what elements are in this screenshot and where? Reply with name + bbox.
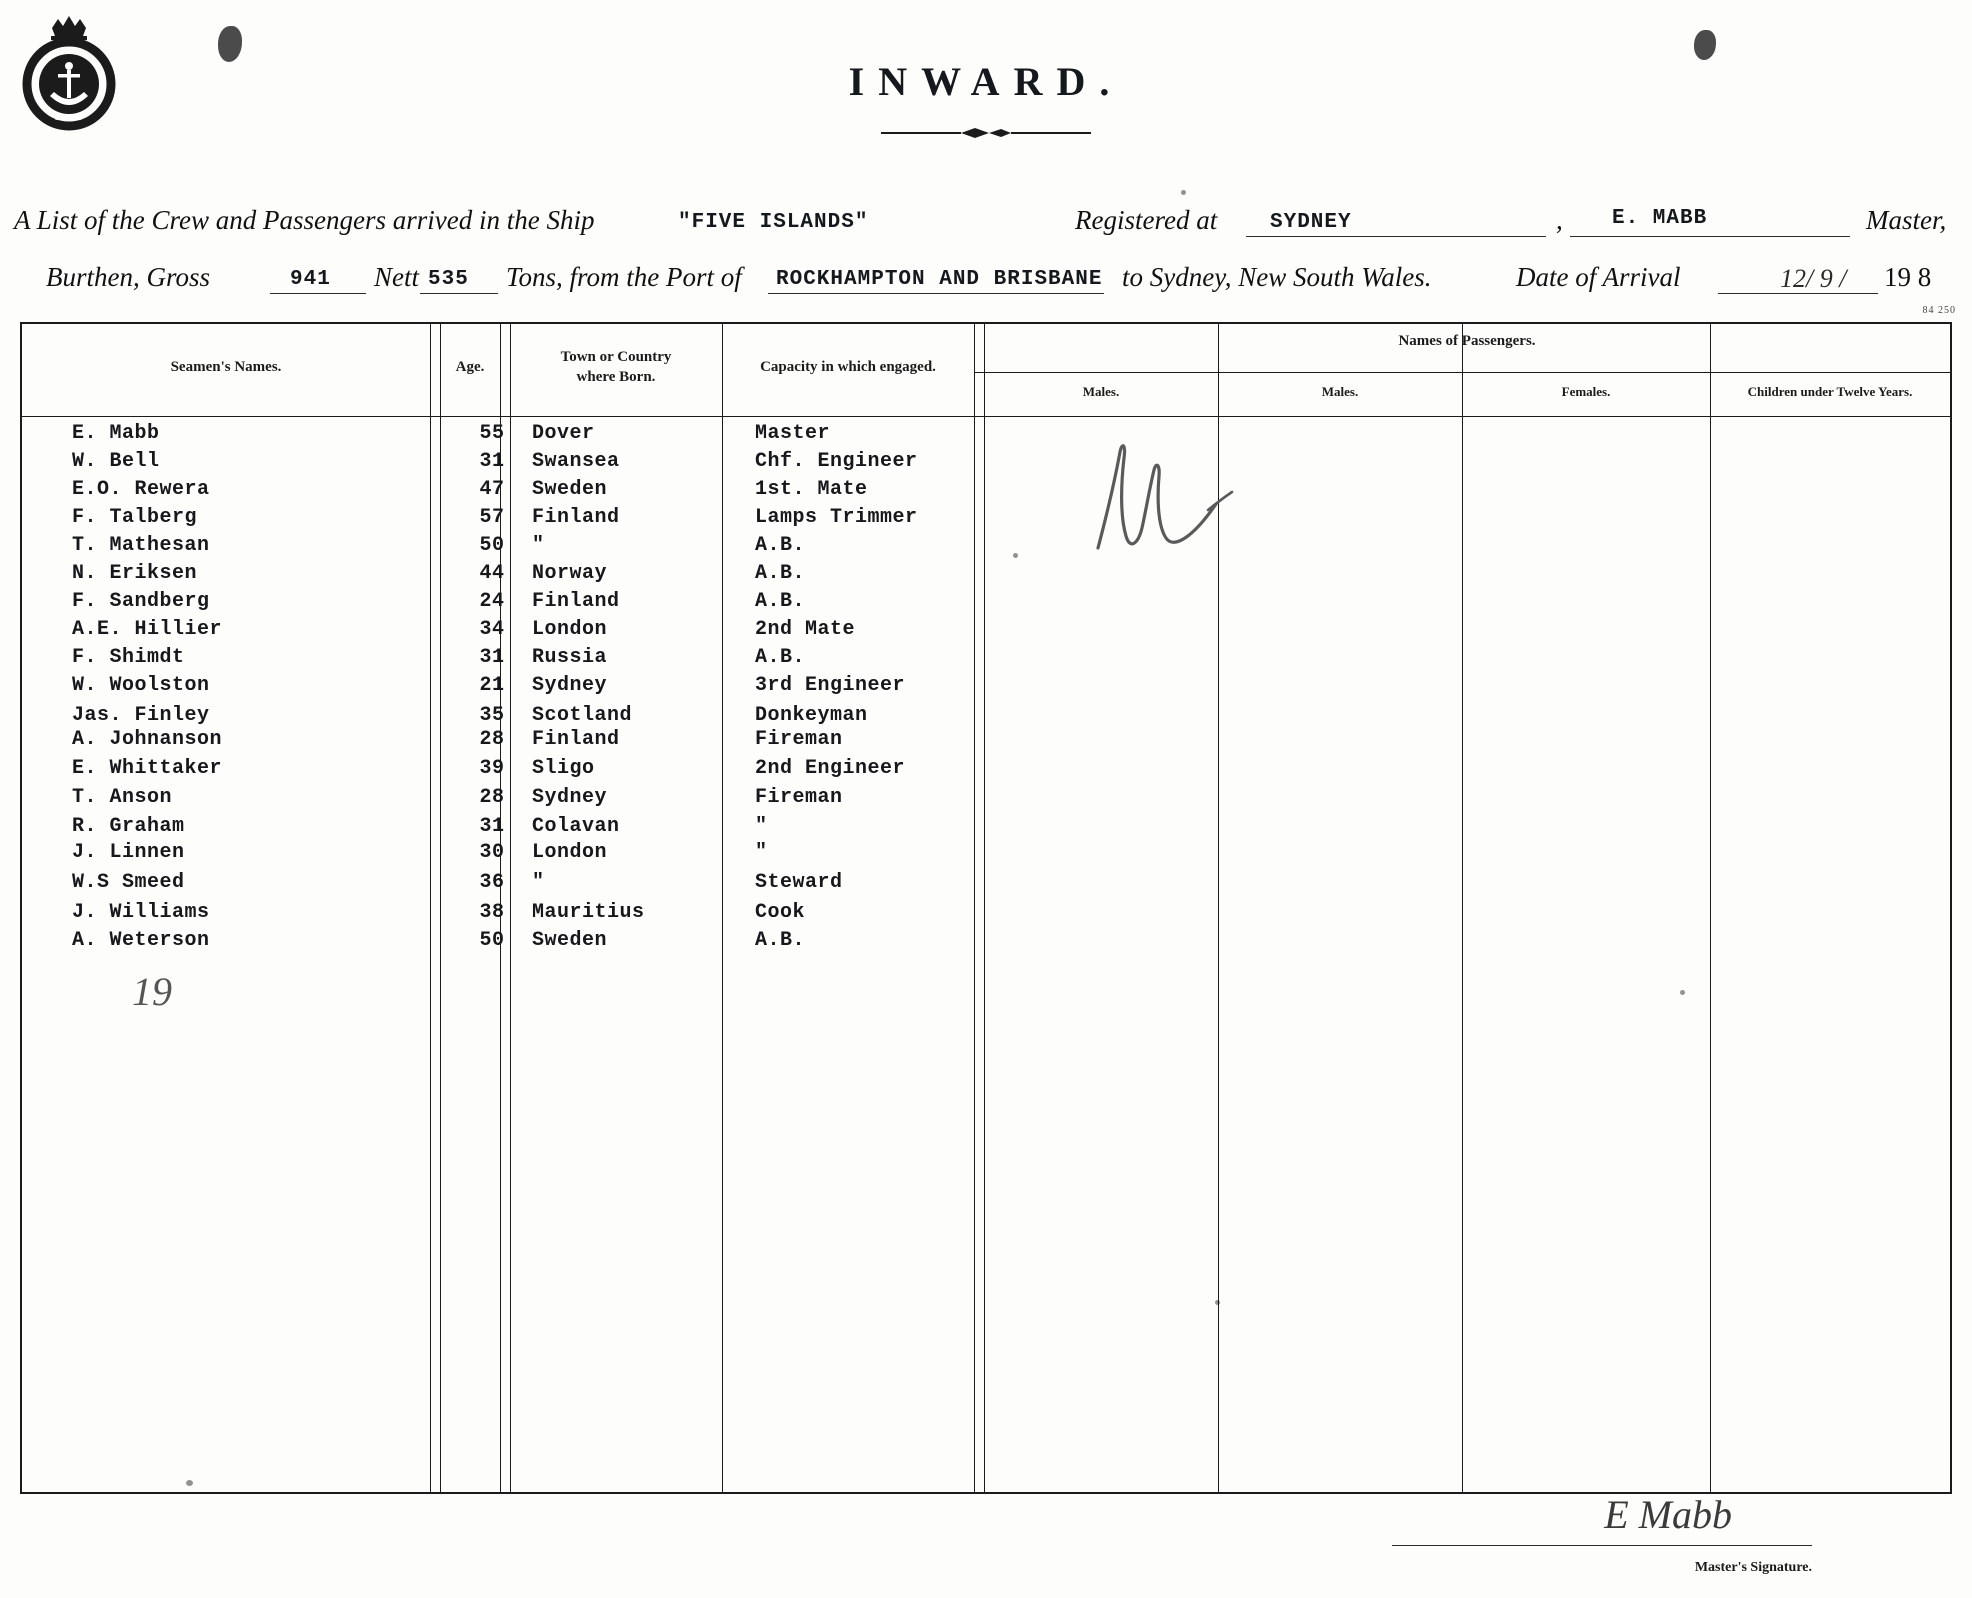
cell-capacity: " (755, 815, 768, 838)
cell-born: Mauritius (532, 901, 645, 924)
cell-age: 35 (479, 704, 505, 727)
cell-name: F. Shimdt (72, 646, 185, 669)
cell-name: E. Mabb (72, 422, 160, 445)
cell-born: " (532, 534, 545, 557)
header-passengers-group: Names of Passengers. (1398, 333, 1536, 349)
table-row (22, 478, 1950, 508)
cell-age: 24 (479, 590, 505, 613)
cell-capacity: 3rd Engineer (755, 674, 906, 697)
cell-born: Sweden (532, 929, 608, 952)
passengers-nil-annotation (1090, 440, 1230, 530)
table-row (22, 562, 1950, 592)
cell-capacity: Master (755, 422, 831, 445)
cell-born: London (532, 841, 608, 864)
table-row (22, 728, 1950, 758)
cell-capacity: A.B. (755, 562, 806, 585)
cell-capacity: A.B. (755, 590, 806, 613)
cell-age: 28 (479, 728, 505, 751)
table-row (22, 646, 1950, 676)
cell-born: Norway (532, 562, 608, 585)
cell-born: Dover (532, 422, 595, 445)
svg-text:SYDNEY: SYDNEY (54, 115, 84, 122)
master-name-value: E. MABB (1612, 207, 1708, 230)
cell-born: Swansea (532, 450, 620, 473)
table-row (22, 929, 1950, 959)
crew-count-annotation: 19 (132, 969, 172, 1014)
cell-born: Scotland (532, 704, 633, 727)
nett-tons-value: 535 (428, 268, 469, 291)
to-sydney-label: to Sydney, New South Wales. (1122, 262, 1432, 292)
cell-age: 28 (479, 786, 505, 809)
intro-comma: , (1556, 205, 1563, 235)
header-children: Children under Twelve Years. (1747, 384, 1913, 399)
passenger-subheader-rule (974, 372, 1950, 373)
form-code: 84 250 (1922, 305, 1956, 316)
header-bottom-rule (22, 416, 1950, 417)
table-row (22, 901, 1950, 931)
cell-capacity: A.B. (755, 929, 806, 952)
table-row (22, 757, 1950, 787)
cell-capacity: 1st. Mate (755, 478, 868, 501)
cell-age: 39 (479, 757, 505, 780)
cell-age: 34 (479, 618, 505, 641)
cell-born: Sligo (532, 757, 595, 780)
cell-born: Russia (532, 646, 608, 669)
tons-from-port-label: Tons, from the Port of (506, 262, 742, 292)
cell-age: 57 (479, 506, 505, 529)
cell-born: Sweden (532, 478, 608, 501)
table-row (22, 674, 1950, 704)
cell-age: 31 (479, 646, 505, 669)
page-title: INWARD. (848, 59, 1124, 104)
table-row (22, 506, 1950, 536)
cell-name: F. Talberg (72, 506, 198, 529)
cell-capacity: A.B. (755, 646, 806, 669)
table-row (22, 590, 1950, 620)
cell-age: 38 (479, 901, 505, 924)
cell-age: 55 (479, 422, 505, 445)
cell-born: Colavan (532, 815, 620, 838)
cell-capacity: " (755, 841, 768, 864)
header-age: Age. (455, 359, 485, 375)
table-row (22, 871, 1950, 901)
cell-name: A. Weterson (72, 929, 210, 952)
intro-line-2 (0, 262, 1972, 300)
table-row (22, 534, 1950, 564)
cell-born: London (532, 618, 608, 641)
table-row (22, 422, 1950, 452)
nett-label: Nett (374, 262, 419, 292)
manifest-table (20, 322, 1952, 1494)
cell-name: J. Williams (72, 901, 210, 924)
gross-tons-value: 941 (290, 268, 331, 291)
header-town-line1: Town or Country (560, 349, 672, 365)
cell-age: 30 (479, 841, 505, 864)
cell-capacity: Fireman (755, 786, 843, 809)
header-females: Females. (1561, 384, 1611, 399)
header-town-line2: where Born. (576, 369, 656, 385)
cell-born: Sydney (532, 674, 608, 697)
cell-name: E.O. Rewera (72, 478, 210, 501)
cell-capacity: Fireman (755, 728, 843, 751)
table-row (22, 618, 1950, 648)
signature-rule (1392, 1545, 1812, 1546)
cell-capacity: 2nd Engineer (755, 757, 906, 780)
cell-born: Finland (532, 590, 620, 613)
cell-name: A. Johnanson (72, 728, 223, 751)
title-ornament (881, 126, 1091, 140)
cell-born: Sydney (532, 786, 608, 809)
cell-name: J. Linnen (72, 841, 185, 864)
port-rule (768, 293, 1104, 294)
page-speck (1181, 190, 1186, 195)
nett-rule (420, 293, 498, 294)
master-label: Master, (1866, 205, 1947, 235)
header-capacity: Capacity in which engaged. (760, 359, 936, 375)
cell-name: R. Graham (72, 815, 185, 838)
cell-name: F. Sandberg (72, 590, 210, 613)
cell-name: W. Woolston (72, 674, 210, 697)
cell-name: T. Anson (72, 786, 173, 809)
cell-age: 50 (479, 929, 505, 952)
table-row (22, 786, 1950, 816)
cell-age: 47 (479, 478, 505, 501)
registered-at-label: Registered at (1075, 205, 1218, 235)
intro-text: A List of the Crew and Passengers arrived in the Ship (14, 205, 595, 235)
cell-age: 44 (479, 562, 505, 585)
masters-signature: E Mabb (1604, 1492, 1732, 1537)
registered-at-value: SYDNEY (1270, 211, 1352, 234)
ship-name-value: "FIVE ISLANDS" (678, 211, 869, 234)
master-name-rule (1570, 236, 1850, 237)
cell-name: A.E. Hillier (72, 618, 223, 641)
cell-capacity: Steward (755, 871, 843, 894)
cell-name: T. Mathesan (72, 534, 210, 557)
burthen-label: Burthen, Gross (46, 262, 211, 292)
cell-name: E. Whittaker (72, 757, 223, 780)
table-row (22, 841, 1950, 871)
gross-rule (270, 293, 366, 294)
table-row (22, 450, 1950, 480)
port-value: ROCKHAMPTON AND BRISBANE (776, 268, 1103, 291)
cell-age: 31 (479, 450, 505, 473)
ink-blot (218, 26, 242, 62)
cell-capacity: Cook (755, 901, 806, 924)
date-rule (1718, 293, 1878, 294)
date-of-arrival-label: Date of Arrival (1516, 262, 1681, 292)
cell-age: 36 (479, 871, 505, 894)
year-value: 19 8 (1884, 262, 1932, 292)
header-seamens-names: Seamen's Names. (170, 359, 282, 375)
cell-age: 21 (479, 674, 505, 697)
cell-age: 50 (479, 534, 505, 557)
cell-capacity: 2nd Mate (755, 618, 856, 641)
cell-born: " (532, 871, 545, 894)
cell-capacity: Lamps Trimmer (755, 506, 918, 529)
intro-line-1 (0, 205, 1972, 243)
cell-capacity: Donkeyman (755, 704, 868, 727)
cell-name: W. Bell (72, 450, 160, 473)
date-value: 12/ 9 / (1780, 264, 1847, 293)
header-males-2: Males. (1321, 384, 1359, 399)
header-males-1: Males. (1082, 384, 1120, 399)
cell-born: Finland (532, 728, 620, 751)
cell-capacity: Chf. Engineer (755, 450, 918, 473)
cell-born: Finland (532, 506, 620, 529)
cell-capacity: A.B. (755, 534, 806, 557)
ink-blot (1694, 30, 1716, 60)
registered-at-rule (1246, 236, 1546, 237)
cell-name: N. Eriksen (72, 562, 198, 585)
masters-signature-label: Master's Signature. (1694, 1560, 1812, 1575)
cell-name: W.S Smeed (72, 871, 185, 894)
cell-name: Jas. Finley (72, 704, 210, 727)
cell-age: 31 (479, 815, 505, 838)
